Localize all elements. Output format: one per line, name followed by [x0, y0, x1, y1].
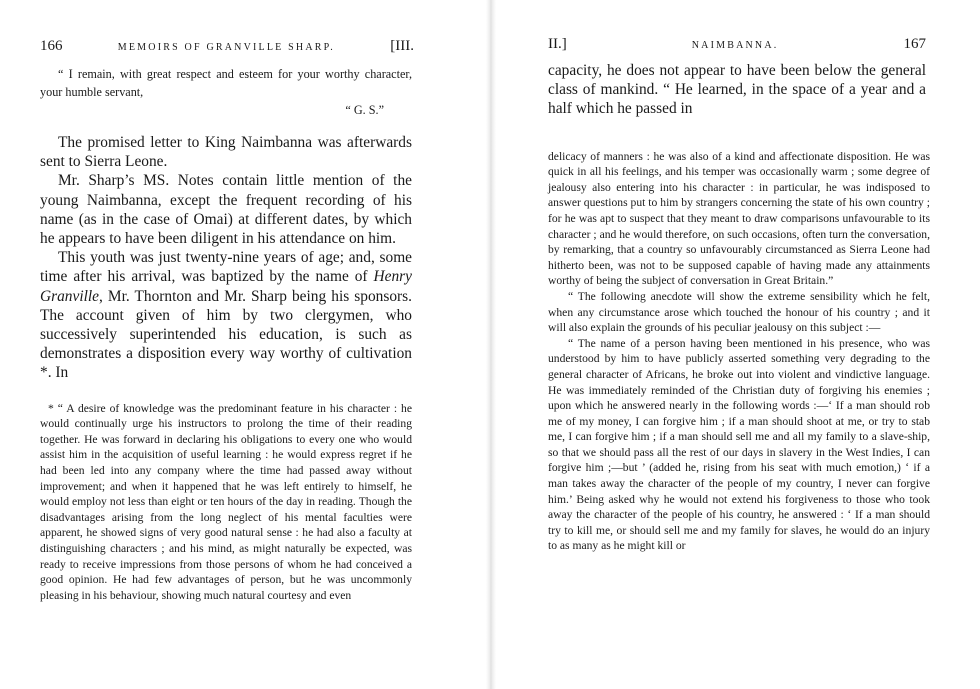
book-gutter	[486, 0, 496, 689]
paragraph-letter-sent: The promised letter to King Naimbanna was afterwards sent to Sierra Leone.	[40, 134, 412, 171]
right-running-title: NAIMBANNA.	[691, 40, 779, 51]
right-chapter-ref: II.]	[548, 36, 567, 52]
left-running-head	[40, 38, 414, 55]
letter-closing	[40, 65, 412, 119]
paragraph-ms-notes: Mr. Sharp’s MS. Notes contain little mention of the young Naimbanna, except the frequent recording of his name (as in the case of Omai) at different dates, by which he appears to have been diligent in his attendance on him.	[40, 172, 412, 248]
quote-anecdote: “ The name of a person having been mentioned in his presence, who was understood by him to have publicly asserted something very degrading to the general character of Africans, he broke out into violent and vindictive language. He was immediately reminded of the Christian duty of forgiving his enemies ; upon which he answered nearly in the following words :—‘ If a man should rob me of my money, I can forgive him ; if a man should shoot at me, or try to stab me, I can forgive him ; if a man should sell me and all my family to a slave-ship, so that we should pass all the rest of our days in slavery in the West Indies, I can forgive him ;—but ’ (added he, rising from his seat with much emotion,) ‘ if a man takes away the character of the people of my country, I never can forgive him.’ Being asked why he would not extend his forgiveness to those who took away the character of the people of his country, he answered : ‘ If a man should try to kill me, or should sell me and my family for slaves, he would do an injury to as many as he might kill or	[548, 336, 930, 553]
left-page-number: 166	[40, 38, 63, 54]
letter-close-line: “ I remain, with great respect and esteem for your worthy character, your humble servant,	[40, 67, 412, 99]
paragraph-capacity: capacity, he does not appear to have been below the general class of mankind. “ He learned, in the space of a year and a half which he passed in	[548, 62, 926, 118]
right-running-head	[548, 36, 926, 53]
left-running-title: MEMOIRS OF GRANVILLE SHARP.	[117, 42, 335, 53]
baptism-text-b: , Mr. Thornton and Mr. Sharp being his sponsors. The account given of him by two clergymen, who successively superintended his education, is such as demonstrates a disposition every way worthy of cultivation *. In	[40, 287, 412, 382]
quote-anecdote-intro: “ The following anecdote will show the extreme sensibility which he felt, when any circumstance arose which touched the honour of his country ; and it will also explain the grounds of his peculiar jealousy on this subject :—	[548, 289, 930, 335]
right-page-number: 167	[903, 36, 926, 52]
baptism-name: Henry Granville	[40, 268, 412, 305]
right-body-text	[548, 61, 926, 119]
quoted-account	[548, 149, 930, 554]
right-page	[500, 0, 980, 689]
paragraph-baptism	[40, 248, 412, 382]
footnote	[40, 401, 412, 604]
quote-delicacy: delicacy of manners : he was also of a kind and affectionate disposition. He was quick in all his feelings, and his temper was occasionally warm ; some degree of jealousy also entering into his character : in particular, he was indisposed to answer questions put to him by strangers concerning the state of his own country ; for he was apt to suspect that they meant to draw comparisons unfavourable to its character ; and he would therefore, on such occasions, often turn the conversation, by remarking, that a country so unfavourably circumstanced as Sierra Leone had hitherto been, was not to be supposed capable of having made any attainments worthy of being the subject of conversation in Great Britain.”	[548, 149, 930, 288]
left-page	[0, 0, 480, 689]
left-chapter-ref: [III.	[390, 38, 414, 54]
baptism-text-a: This youth was just twenty-nine years of age; and, some time after his arrival, was baptized by the name of	[40, 249, 412, 286]
footnote-text: * “ A desire of knowledge was the predominant feature in his character : he would continually urge his instructors to prolong the time of their reading together. He was forward in declaring his obligations to every one who would assist him in the acquisition of useful learning : he would express regret if he had been led into any company where the time had passed away without improvement; and when it happened that he was left entirely to himself, he would employ not less than eight or ten hours of the day in reading. Though the disadvantages arising from the long neglect of his mental faculties were apparent, he showed signs of very good natural sense : he had also a faculty at distinguishing characters ; and his mind, as might naturally be expected, was ready to receive impressions from those persons of whom he had conceived a good opinion. He had few advantages of person, but he was uncommonly pleasing in his behaviour, showing much natural courtesy and even	[40, 401, 412, 602]
letter-signature: “ G. S.”	[345, 103, 384, 117]
left-body-text	[40, 133, 412, 383]
